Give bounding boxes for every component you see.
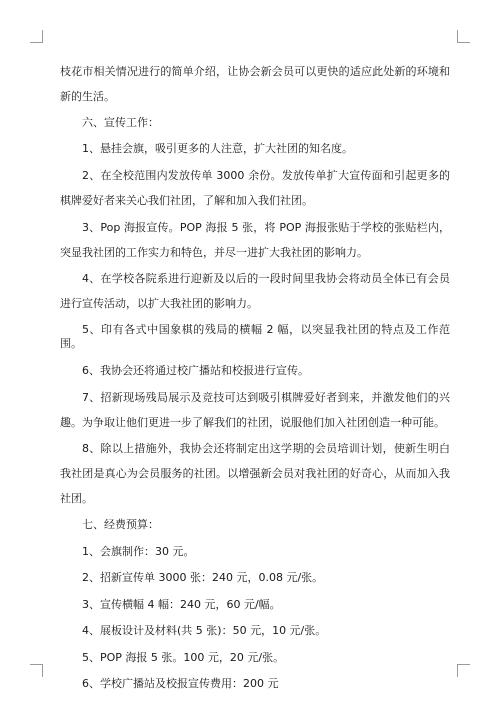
crop-mark-top-left bbox=[30, 30, 43, 43]
paragraph-publicity-1: 1、悬挂会旗，吸引更多的人注意，扩大社团的知名度。 bbox=[82, 142, 353, 155]
budget-item-1: 1、会旗制作：30 元。 bbox=[82, 544, 195, 558]
paragraph-publicity-6: 6、我协会还将通过校广播站和校报进行宣传。 bbox=[82, 363, 309, 377]
paragraph-publicity-2: 2、在全校范围内发放传单 3000 余份。发放传单扩大宣传面和引起更多的棋牌爱好者来关心我们社团，了解和加入我们社团。 bbox=[60, 169, 450, 207]
paragraph-publicity-3: 3、Pop 海报宣传。POP 海报 5 张，将 POP 海报张贴于学校的张贴栏内，突显我社团的工作实力和特色，并尽一进扩大我社团的影响力。 bbox=[60, 220, 450, 259]
heading-budget: 七、经费预算： bbox=[82, 518, 159, 531]
paragraph-publicity-4: 4、在学校各院系进行迎新及以后的一段时间里我协会将动员全体已有会员进行宣传活动，以扩大我社团的影响力。 bbox=[60, 272, 450, 310]
budget-item-5: 5、POP 海报 5 张。100 元，20 元/张。 bbox=[82, 650, 285, 664]
crop-mark-bottom-left bbox=[30, 664, 43, 677]
crop-mark-bottom-right bbox=[457, 664, 470, 677]
crop-mark-top-right bbox=[457, 30, 470, 43]
budget-item-6: 6、学校广播站及校报宣传费用：200 元 bbox=[82, 677, 279, 690]
paragraph-publicity-8: 8、除以上措施外，我协会还将制定出这学期的会员培训计划，使新生明白我社团是真心为会员服务的社团。以增强新会员对我社团的好奇心，从而加入我社团。 bbox=[60, 442, 450, 505]
document-body bbox=[60, 64, 450, 704]
paragraph-publicity-5: 5、印有各式中国象棋的残局的横幅 2 幅，以突显我社团的特点及工作范围。 bbox=[60, 323, 450, 350]
budget-item-2: 2、招新宣传单 3000 张：240 元，0.08 元/张。 bbox=[82, 571, 324, 584]
budget-item-3: 3、宣传横幅 4 幅：240 元，60 元/幅。 bbox=[82, 597, 281, 611]
budget-item-4: 4、展板设计及材料(共 5 张)：50 元，10 元/张。 bbox=[82, 624, 327, 637]
heading-publicity-work: 六、宣传工作： bbox=[82, 115, 159, 129]
paragraph-intro-continued: 枝花市相关情况进行的简单介绍，让协会新会员可以更快的适应此处新的环境和新的生活。 bbox=[60, 64, 450, 103]
paragraph-publicity-7: 7、招新现场残局展示及竞技可达到吸引棋牌爱好者到来，并激发他们的兴趣。为争取让他们更进一步了解我们的社团，说服他们加入社团创造一种可能。 bbox=[60, 390, 450, 429]
